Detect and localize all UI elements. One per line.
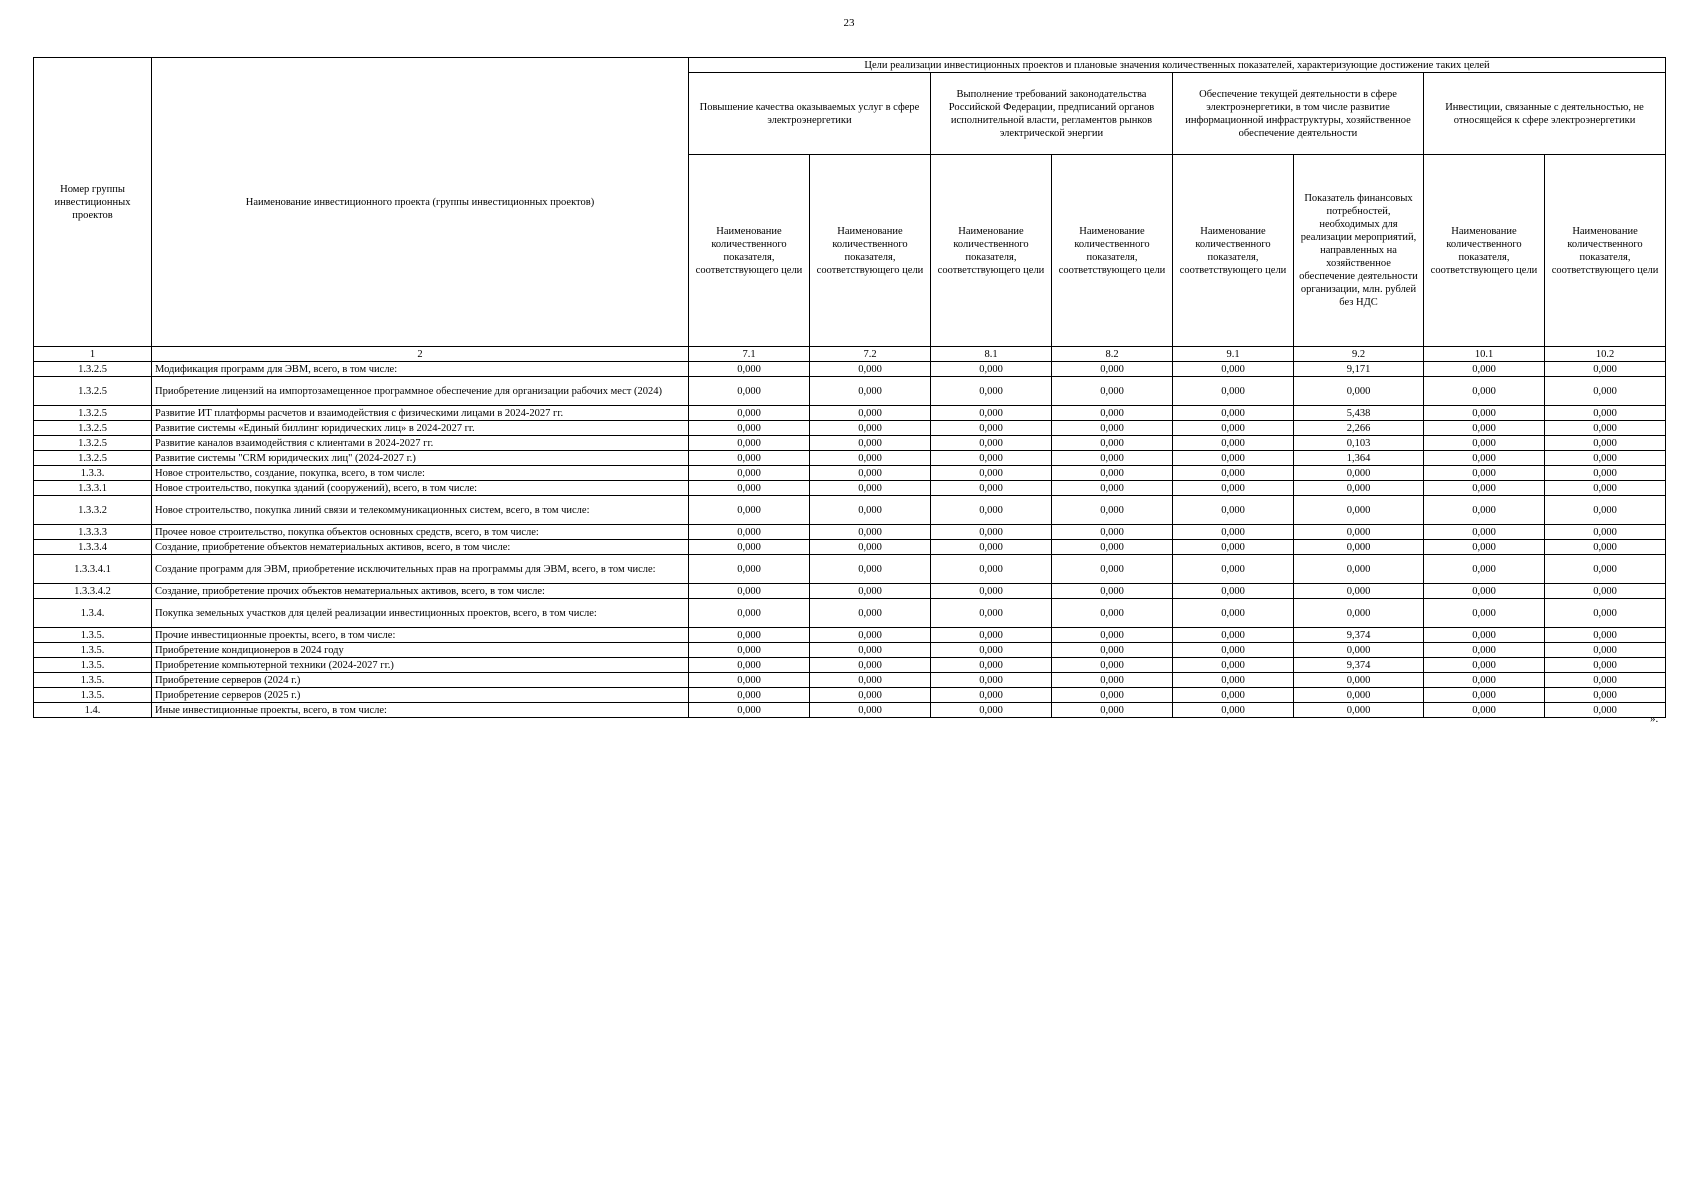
row-value: 0,000 [931, 525, 1052, 540]
row-value: 0,000 [810, 688, 931, 703]
row-value: 0,000 [1173, 599, 1294, 628]
column-number: 1 [34, 347, 152, 362]
header-indicator-9-1: Наименование количественного показателя, соответствующего цели [1173, 155, 1294, 347]
row-value: 0,000 [689, 673, 810, 688]
row-value: 0,000 [810, 525, 931, 540]
row-value: 0,000 [1424, 584, 1545, 599]
header-project-name: Наименование инвестиционного проекта (группы инвестиционных проектов) [152, 58, 689, 347]
row-value: 0,000 [1424, 377, 1545, 406]
row-project-name: Приобретение серверов (2025 г.) [152, 688, 689, 703]
row-value: 0,000 [1545, 421, 1666, 436]
row-value: 0,000 [931, 406, 1052, 421]
row-value: 0,000 [1545, 628, 1666, 643]
table-row [34, 451, 1666, 466]
column-number: 10.2 [1545, 347, 1666, 362]
row-value: 0,000 [1052, 451, 1173, 466]
table-row [34, 406, 1666, 421]
row-value: 0,000 [1173, 555, 1294, 584]
table-row [34, 496, 1666, 525]
header-goal-7: Повышение качества оказываемых услуг в сфере электроэнергетики [689, 73, 931, 155]
row-value: 0,000 [689, 451, 810, 466]
row-value: 0,000 [689, 688, 810, 703]
row-group-number: 1.3.2.5 [34, 436, 152, 451]
row-value: 0,000 [1052, 362, 1173, 377]
row-value: 9,374 [1294, 658, 1424, 673]
row-value: 0,000 [1052, 436, 1173, 451]
row-value: 0,000 [1052, 643, 1173, 658]
row-value: 0,000 [1052, 628, 1173, 643]
header-indicator-8-2: Наименование количественного показателя, соответствующего цели [1052, 155, 1173, 347]
column-number: 7.1 [689, 347, 810, 362]
row-value: 9,171 [1294, 362, 1424, 377]
table-row [34, 466, 1666, 481]
row-value: 0,000 [1424, 540, 1545, 555]
row-value: 0,000 [1424, 421, 1545, 436]
row-group-number: 1.3.3.1 [34, 481, 152, 496]
row-value: 0,000 [1052, 673, 1173, 688]
header-indicator-10-1: Наименование количественного показателя, соответствующего цели [1424, 155, 1545, 347]
row-group-number: 1.3.3.4.2 [34, 584, 152, 599]
table-row [34, 643, 1666, 658]
row-value: 0,000 [689, 703, 810, 718]
row-value: 0,000 [1294, 673, 1424, 688]
row-value: 0,000 [1052, 599, 1173, 628]
column-number-row [34, 347, 1666, 362]
row-value: 0,000 [1424, 703, 1545, 718]
row-project-name: Новое строительство, покупка линий связи и телекоммуникационных систем, всего, в том числе: [152, 496, 689, 525]
row-value: 0,000 [810, 421, 931, 436]
row-value: 0,000 [689, 496, 810, 525]
row-value: 0,000 [1294, 584, 1424, 599]
row-value: 0,000 [1545, 643, 1666, 658]
row-group-number: 1.3.2.5 [34, 451, 152, 466]
row-value: 0,000 [810, 466, 931, 481]
row-value: 0,000 [1424, 451, 1545, 466]
row-value: 0,000 [1545, 555, 1666, 584]
row-value: 0,000 [1173, 362, 1294, 377]
row-value: 0,000 [689, 584, 810, 599]
row-value: 0,000 [1424, 466, 1545, 481]
row-value: 0,000 [1424, 673, 1545, 688]
row-value: 0,000 [1173, 673, 1294, 688]
row-project-name: Развитие ИТ платформы расчетов и взаимодействия с физическими лицами в 2024-2027 гг. [152, 406, 689, 421]
row-group-number: 1.3.5. [34, 673, 152, 688]
row-value: 0,000 [931, 362, 1052, 377]
table-row [34, 421, 1666, 436]
row-value: 0,000 [1173, 540, 1294, 555]
row-value: 0,000 [689, 643, 810, 658]
row-value: 5,438 [1294, 406, 1424, 421]
row-project-name: Прочее новое строительство, покупка объектов основных средств, всего, в том числе: [152, 525, 689, 540]
row-value: 0,000 [810, 451, 931, 466]
row-value: 0,000 [1424, 688, 1545, 703]
row-value: 0,000 [810, 599, 931, 628]
row-value: 0,000 [1173, 377, 1294, 406]
row-value: 0,000 [1424, 555, 1545, 584]
row-project-name: Развитие системы "CRM юридических лиц" (2024-2027 г.) [152, 451, 689, 466]
row-project-name: Создание программ для ЭВМ, приобретение исключительных прав на программы для ЭВМ, всего, в том числе: [152, 555, 689, 584]
row-value: 0,000 [931, 421, 1052, 436]
row-value: 0,000 [1294, 555, 1424, 584]
row-group-number: 1.3.5. [34, 658, 152, 673]
table-row [34, 599, 1666, 628]
row-value: 0,000 [689, 466, 810, 481]
row-value: 1,364 [1294, 451, 1424, 466]
row-value: 0,000 [1545, 599, 1666, 628]
row-value: 0,000 [931, 599, 1052, 628]
row-group-number: 1.3.4. [34, 599, 152, 628]
row-project-name: Прочие инвестиционные проекты, всего, в том числе: [152, 628, 689, 643]
row-project-name: Развитие системы «Единый биллинг юридических лиц» в 2024-2027 гг. [152, 421, 689, 436]
row-value: 0,000 [931, 451, 1052, 466]
row-value: 0,000 [810, 362, 931, 377]
row-value: 0,000 [1545, 406, 1666, 421]
row-value: 0,000 [931, 658, 1052, 673]
table-row [34, 362, 1666, 377]
row-value: 0,000 [931, 540, 1052, 555]
row-value: 0,000 [931, 466, 1052, 481]
row-group-number: 1.3.3.2 [34, 496, 152, 525]
row-value: 0,000 [1545, 703, 1666, 718]
header-group-number: Номер группы инвестиционных проектов [34, 58, 152, 347]
row-value: 0,000 [810, 481, 931, 496]
row-value: 0,000 [1294, 540, 1424, 555]
row-value: 0,000 [1173, 406, 1294, 421]
row-value: 0,000 [1173, 481, 1294, 496]
row-value: 0,000 [810, 658, 931, 673]
row-project-name: Создание, приобретение прочих объектов нематериальных активов, всего, в том числе: [152, 584, 689, 599]
row-value: 0,000 [1294, 496, 1424, 525]
row-project-name: Новое строительство, создание, покупка, всего, в том числе: [152, 466, 689, 481]
row-group-number: 1.3.2.5 [34, 421, 152, 436]
header-indicator-8-1: Наименование количественного показателя, соответствующего цели [931, 155, 1052, 347]
row-value: 0,000 [689, 540, 810, 555]
row-value: 0,103 [1294, 436, 1424, 451]
row-value: 0,000 [689, 421, 810, 436]
row-value: 0,000 [1424, 658, 1545, 673]
table-row [34, 673, 1666, 688]
row-value: 0,000 [931, 628, 1052, 643]
row-value: 0,000 [1052, 421, 1173, 436]
row-group-number: 1.3.3.4.1 [34, 555, 152, 584]
table-row [34, 628, 1666, 643]
row-value: 0,000 [689, 628, 810, 643]
row-value: 0,000 [1545, 688, 1666, 703]
row-value: 0,000 [810, 628, 931, 643]
row-value: 0,000 [1424, 628, 1545, 643]
row-value: 0,000 [1545, 481, 1666, 496]
row-value: 0,000 [1294, 643, 1424, 658]
row-value: 0,000 [810, 496, 931, 525]
row-value: 0,000 [810, 584, 931, 599]
row-value: 0,000 [1424, 406, 1545, 421]
row-group-number: 1.3.3.4 [34, 540, 152, 555]
row-value: 0,000 [1424, 643, 1545, 658]
row-value: 0,000 [931, 673, 1052, 688]
row-value: 0,000 [1173, 688, 1294, 703]
row-value: 0,000 [1173, 466, 1294, 481]
row-value: 0,000 [931, 584, 1052, 599]
row-project-name: Создание, приобретение объектов нематериальных активов, всего, в том числе: [152, 540, 689, 555]
row-value: 0,000 [810, 673, 931, 688]
row-value: 0,000 [1545, 377, 1666, 406]
row-value: 0,000 [1052, 481, 1173, 496]
row-value: 0,000 [1052, 703, 1173, 718]
row-value: 0,000 [1545, 673, 1666, 688]
table-row [34, 555, 1666, 584]
row-project-name: Приобретение кондиционеров в 2024 году [152, 643, 689, 658]
row-value: 0,000 [1052, 688, 1173, 703]
table-row [34, 377, 1666, 406]
column-number: 9.2 [1294, 347, 1424, 362]
row-value: 0,000 [1545, 362, 1666, 377]
row-value: 0,000 [1294, 599, 1424, 628]
row-value: 0,000 [1424, 496, 1545, 525]
row-value: 0,000 [689, 525, 810, 540]
row-value: 0,000 [1294, 466, 1424, 481]
row-group-number: 1.3.2.5 [34, 406, 152, 421]
row-project-name: Иные инвестиционные проекты, всего, в том числе: [152, 703, 689, 718]
row-project-name: Приобретение лицензий на импортозамещенное программное обеспечение для организации рабочих мест (2024) [152, 377, 689, 406]
row-value: 0,000 [810, 555, 931, 584]
column-number: 9.1 [1173, 347, 1294, 362]
row-value: 0,000 [689, 599, 810, 628]
row-value: 0,000 [1545, 540, 1666, 555]
row-value: 0,000 [1294, 525, 1424, 540]
row-value: 0,000 [689, 555, 810, 584]
row-value: 0,000 [1294, 703, 1424, 718]
row-value: 0,000 [1052, 406, 1173, 421]
row-value: 0,000 [1052, 658, 1173, 673]
row-value: 0,000 [1052, 540, 1173, 555]
row-value: 0,000 [1173, 421, 1294, 436]
row-value: 0,000 [1052, 377, 1173, 406]
row-value: 0,000 [1424, 525, 1545, 540]
row-value: 0,000 [1052, 466, 1173, 481]
row-value: 0,000 [810, 406, 931, 421]
row-project-name: Приобретение компьютерной техники (2024-2027 гг.) [152, 658, 689, 673]
row-value: 0,000 [1173, 451, 1294, 466]
row-value: 0,000 [1545, 451, 1666, 466]
row-value: 0,000 [1424, 481, 1545, 496]
row-value: 0,000 [689, 436, 810, 451]
row-value: 0,000 [1173, 658, 1294, 673]
table-row [34, 703, 1666, 718]
row-value: 0,000 [931, 436, 1052, 451]
row-value: 0,000 [1052, 555, 1173, 584]
row-value: 0,000 [1173, 584, 1294, 599]
row-value: 0,000 [1052, 496, 1173, 525]
header-goal-10: Инвестиции, связанные с деятельностью, не относящейся к сфере электроэнергетики [1424, 73, 1666, 155]
header-indicator-7-2: Наименование количественного показателя, соответствующего цели [810, 155, 931, 347]
row-value: 0,000 [1294, 377, 1424, 406]
row-value: 0,000 [1545, 436, 1666, 451]
column-number: 8.2 [1052, 347, 1173, 362]
row-project-name: Новое строительство, покупка зданий (сооружений), всего, в том числе: [152, 481, 689, 496]
row-value: 0,000 [1424, 599, 1545, 628]
row-value: 0,000 [1545, 658, 1666, 673]
row-value: 0,000 [1545, 496, 1666, 525]
column-number: 7.2 [810, 347, 931, 362]
row-value: 9,374 [1294, 628, 1424, 643]
row-value: 2,266 [1294, 421, 1424, 436]
header-goal-8: Выполнение требований законодательства Российской Федерации, предписаний органов исполнительной власти, регламентов рынков электрической энергии [931, 73, 1173, 155]
row-value: 0,000 [1294, 688, 1424, 703]
row-value: 0,000 [931, 496, 1052, 525]
row-value: 0,000 [931, 481, 1052, 496]
table-row [34, 436, 1666, 451]
row-value: 0,000 [1545, 525, 1666, 540]
row-group-number: 1.3.5. [34, 628, 152, 643]
header-indicator-7-1: Наименование количественного показателя, соответствующего цели [689, 155, 810, 347]
row-value: 0,000 [810, 436, 931, 451]
row-group-number: 1.3.2.5 [34, 362, 152, 377]
table-row [34, 481, 1666, 496]
table-row [34, 658, 1666, 673]
row-value: 0,000 [931, 643, 1052, 658]
row-value: 0,000 [1173, 525, 1294, 540]
row-value: 0,000 [1173, 628, 1294, 643]
closing-mark: ». [1650, 713, 1659, 725]
column-number: 10.1 [1424, 347, 1545, 362]
table-row [34, 584, 1666, 599]
row-value: 0,000 [1294, 481, 1424, 496]
row-value: 0,000 [810, 377, 931, 406]
column-number: 2 [152, 347, 689, 362]
row-value: 0,000 [1052, 525, 1173, 540]
row-value: 0,000 [1424, 436, 1545, 451]
row-value: 0,000 [1173, 643, 1294, 658]
header-goal-9: Обеспечение текущей деятельности в сфере электроэнергетики, в том числе развитие информационной инфраструктуры, хозяйственное обеспечение деятельности [1173, 73, 1424, 155]
row-value: 0,000 [689, 362, 810, 377]
row-value: 0,000 [1052, 584, 1173, 599]
row-value: 0,000 [689, 377, 810, 406]
row-group-number: 1.3.2.5 [34, 377, 152, 406]
row-project-name: Модификация программ для ЭВМ, всего, в том числе: [152, 362, 689, 377]
row-project-name: Приобретение серверов (2024 г.) [152, 673, 689, 688]
row-value: 0,000 [931, 377, 1052, 406]
row-value: 0,000 [810, 703, 931, 718]
header-indicator-9-2: Показатель финансовых потребностей, необходимых для реализации мероприятий, направленных на хозяйственное обеспечение деятельности организации, млн. рублей без НДС [1294, 155, 1424, 347]
row-value: 0,000 [689, 481, 810, 496]
table-row [34, 525, 1666, 540]
row-value: 0,000 [810, 540, 931, 555]
row-project-name: Покупка земельных участков для целей реализации инвестиционных проектов, всего, в том числе: [152, 599, 689, 628]
row-value: 0,000 [689, 406, 810, 421]
row-group-number: 1.3.5. [34, 688, 152, 703]
row-group-number: 1.3.3. [34, 466, 152, 481]
investment-goals-table [33, 57, 1666, 718]
row-value: 0,000 [1545, 584, 1666, 599]
row-value: 0,000 [1173, 703, 1294, 718]
row-value: 0,000 [931, 555, 1052, 584]
row-value: 0,000 [1545, 466, 1666, 481]
row-group-number: 1.3.3.3 [34, 525, 152, 540]
row-value: 0,000 [1173, 496, 1294, 525]
row-value: 0,000 [810, 643, 931, 658]
row-value: 0,000 [1173, 436, 1294, 451]
row-value: 0,000 [931, 688, 1052, 703]
column-number: 8.1 [931, 347, 1052, 362]
header-indicator-10-2: Наименование количественного показателя, соответствующего цели [1545, 155, 1666, 347]
row-group-number: 1.4. [34, 703, 152, 718]
row-value: 0,000 [931, 703, 1052, 718]
row-project-name: Развитие каналов взаимодействия с клиентами в 2024-2027 гг. [152, 436, 689, 451]
table-row [34, 688, 1666, 703]
row-value: 0,000 [1424, 362, 1545, 377]
table-row [34, 540, 1666, 555]
row-group-number: 1.3.5. [34, 643, 152, 658]
row-value: 0,000 [689, 658, 810, 673]
header-goals: Цели реализации инвестиционных проектов и плановые значения количественных показателей, характеризующие достижение таких целей [689, 58, 1666, 73]
page-number: 23 [843, 17, 855, 29]
